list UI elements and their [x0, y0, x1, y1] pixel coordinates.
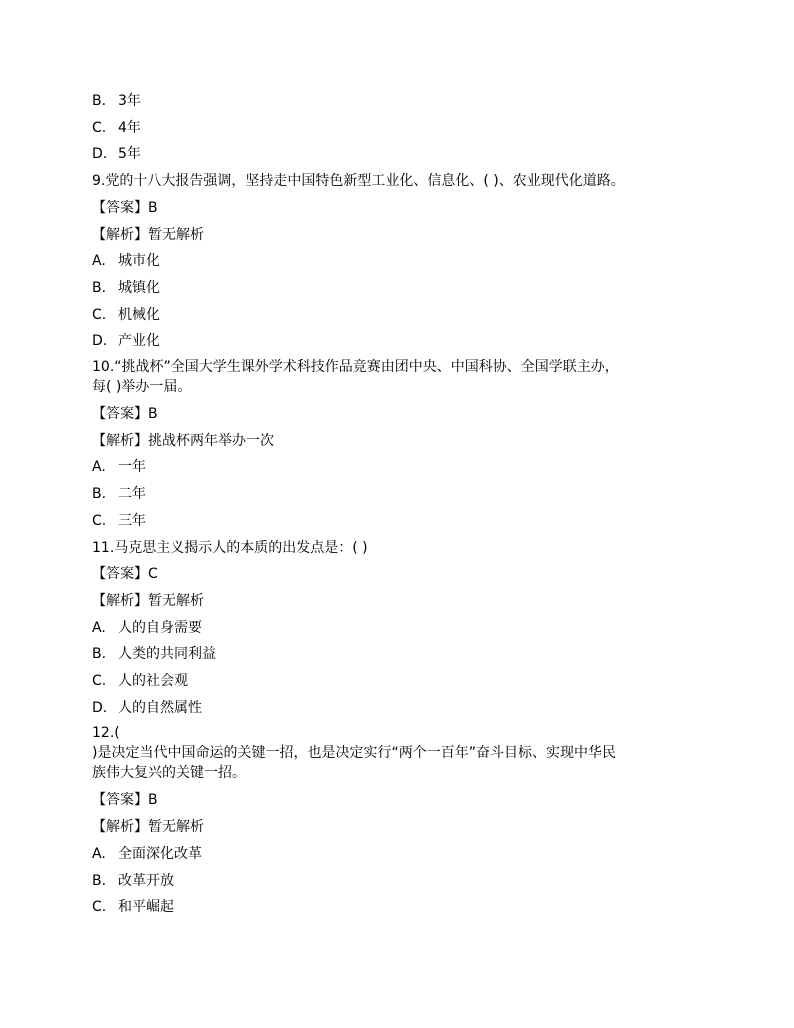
option-item [92, 641, 712, 668]
option-letter: A. [92, 619, 106, 636]
option-text: 三年 [118, 512, 146, 529]
option-letter: A. [92, 845, 106, 862]
analysis-text: 【解析】挑战杯两年举办一次 [92, 432, 274, 449]
question-line: 10.“挑战杯”全国大学生课外学术科技作品竞赛由团中央、中国科协、全国学联主办， [92, 359, 619, 376]
answer-text: 【答案】C [92, 566, 158, 583]
option-letter: A. [92, 459, 106, 476]
question-line: 族伟大复兴的关键一招。 [92, 765, 246, 782]
option-letter: B. [92, 486, 107, 503]
question-line: 12.( [92, 725, 120, 742]
option-item [92, 115, 712, 142]
option-letter: A. [92, 253, 106, 270]
document-page [92, 88, 712, 921]
option-letter: C. [92, 899, 107, 916]
option-letter: B. [92, 646, 107, 663]
option-letter: D. [92, 146, 108, 163]
question-text: 11.马克思主义揭示人的本质的出发点是：( ) [92, 539, 368, 556]
option-item [92, 302, 712, 329]
analysis-text: 【解析】暂无解析 [92, 226, 204, 243]
question-line: 每( )举办一届。 [92, 379, 192, 396]
option-letter: C. [92, 673, 107, 690]
option-item [92, 454, 712, 481]
option-item [92, 868, 712, 895]
option-letter: B. [92, 872, 107, 889]
option-text: 城镇化 [118, 279, 160, 296]
option-letter: C. [92, 306, 107, 323]
option-item [92, 141, 712, 168]
option-letter: C. [92, 119, 107, 136]
analysis-text: 【解析】暂无解析 [92, 819, 204, 836]
answer-text: 【答案】B [92, 199, 158, 216]
option-text: 人类的共同利益 [118, 646, 216, 663]
option-text: 人的社会观 [118, 673, 188, 690]
option-item [92, 88, 712, 115]
option-item [92, 615, 712, 642]
question-line: )是决定当代中国命运的关键一招，也是决定实行“两个一百年”奋斗目标、实现中华民 [92, 745, 616, 762]
analysis-text: 【解析】暂无解析 [92, 592, 204, 609]
question-text [92, 721, 712, 787]
option-text: 全面深化改革 [118, 845, 202, 862]
option-text: 一年 [118, 459, 146, 476]
option-item [92, 248, 712, 275]
option-text: 城市化 [118, 253, 160, 270]
answer-text: 【答案】B [92, 792, 158, 809]
option-item [92, 894, 712, 921]
option-text: 机械化 [118, 306, 160, 323]
option-letter: C. [92, 512, 107, 529]
option-item [92, 508, 712, 535]
option-letter: D. [92, 699, 108, 716]
question-list [92, 88, 712, 921]
answer-text: 【答案】B [92, 406, 158, 423]
option-text: 和平崛起 [118, 899, 174, 916]
option-item [92, 275, 712, 302]
option-item [92, 841, 712, 868]
option-letter: B. [92, 279, 107, 296]
option-text: 改革开放 [118, 872, 174, 889]
option-text: 人的自然属性 [118, 699, 202, 716]
option-text: 二年 [118, 486, 146, 503]
question-text [92, 355, 712, 401]
option-letter: D. [92, 333, 108, 350]
option-text: 5年 [118, 146, 141, 163]
option-text: 人的自身需要 [118, 619, 202, 636]
option-item [92, 695, 712, 722]
option-item [92, 668, 712, 695]
question-text: 9.党的十八大报告强调，坚持走中国特色新型工业化、信息化、( )、农业现代化道路。 [92, 173, 625, 190]
option-item [92, 481, 712, 508]
option-item [92, 328, 712, 355]
option-text: 4年 [118, 119, 141, 136]
option-letter: B. [92, 93, 107, 109]
option-text: 产业化 [118, 333, 160, 350]
option-text: 3年 [118, 93, 141, 109]
